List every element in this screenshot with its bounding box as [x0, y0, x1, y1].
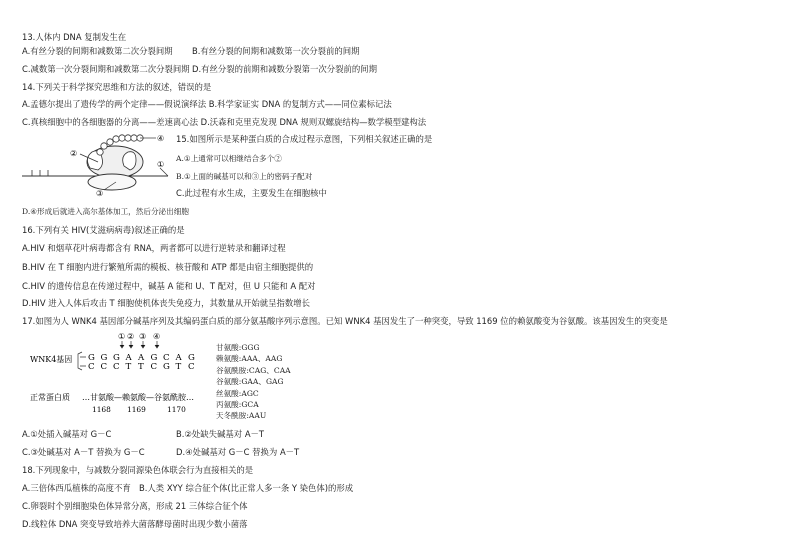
- q18-option-b: B.人类 XYY 综合征个体(比正常人多一条 Y 染色体)的形成: [139, 483, 354, 493]
- q16-option-a: A.HIV 和烟草花叶病毒都含有 RNA，两者都可以进行逆转录和翻译过程: [22, 243, 286, 253]
- q17-option-a: A.①处插入碱基对 G－C: [22, 429, 112, 439]
- q13-option-d: D.有丝分裂的前期和减数分裂第一次分裂前的间期: [192, 64, 377, 74]
- gene-label: WNK4基因: [30, 355, 73, 364]
- marker-3: ③: [139, 332, 147, 341]
- marker-1: ①: [118, 332, 126, 341]
- base-bottom_strand-5: T: [138, 362, 144, 372]
- ribosome-small-subunit: [88, 174, 136, 190]
- codon-row: 谷氨酸:GAA、GAG: [216, 377, 284, 387]
- protein-sequence: …甘氨酸—赖氨酸—谷氨酰胺…: [82, 393, 194, 402]
- q18-option-c: C.卵裂时个别细胞染色体异常分离，形成 21 三体综合征个体: [22, 501, 248, 511]
- q15-option-d: D.④形成后就进入高尔基体加工，然后分泌出细胞: [22, 207, 189, 216]
- codon-row: 丝氨酸:AGC: [216, 388, 259, 398]
- q18-stem: 18.下列现象中，与减数分裂同源染色体联会行为直接相关的是: [22, 465, 254, 475]
- codon-row: 谷氨酰胺:CAG、CAA: [216, 365, 291, 375]
- base-bottom_strand-7: G: [163, 362, 170, 372]
- base-bottom_strand-1: C: [88, 362, 95, 372]
- base-bottom_strand-4: T: [125, 362, 132, 372]
- base-top_strand-7: C: [163, 353, 170, 363]
- strand-lead-lines: [80, 357, 86, 366]
- q18-option-a: A.三倍体西瓜植株的高度不育: [22, 483, 131, 493]
- position-1169: 1169: [127, 405, 146, 414]
- figure-label-2: ②: [70, 149, 78, 158]
- q17-stem: 17.如图为人 WNK4 基因部分碱基序列及其编码蛋白质的部分氨基酸序列示意图。已知 WNK4 基因发生了一种突变，导致 1169 位的赖氨酸变为谷氨酸。该基因发生的突变是: [22, 316, 668, 326]
- base-top_strand-8: A: [175, 353, 182, 363]
- q14-stem: 14.下列关于科学探究思维和方法的叙述，错误的是: [22, 82, 212, 92]
- leader-line-1: [160, 168, 168, 176]
- q14-options-ab: A.孟德尔提出了遗传学的两个定律——假说演绎法 B.科学家证实 DNA 的复制方式——同位素标记法: [22, 99, 392, 109]
- codon-row: 赖氨酸:AAA、AAG: [216, 354, 283, 364]
- codon-table: [216, 342, 291, 422]
- base-top_strand-1: G: [88, 353, 95, 363]
- q16-option-d: D.HIV 进入人体后攻击 T 细胞使机体丧失免疫力，其数量从开始就呈指数增长: [22, 298, 310, 308]
- codon-row: 天冬酰胺:AAU: [216, 411, 267, 421]
- figure-label-4: ④: [157, 134, 165, 143]
- base-top_strand-9: G: [188, 353, 195, 363]
- q13-stem: 13.人体内 DNA 复制发生在: [22, 32, 127, 42]
- marker-arrows: [120, 341, 159, 348]
- base-top_strand-2: G: [100, 353, 108, 363]
- q15-option-b: B.①上面的碱基可以和③上的密码子配对: [176, 172, 313, 181]
- q17-option-b: B.②处缺失碱基对 A－T: [176, 429, 265, 439]
- marker-4: ④: [153, 332, 161, 341]
- base-bottom_strand-3: C: [113, 362, 120, 372]
- marker-2: ②: [127, 332, 135, 341]
- base-top_strand-5: A: [138, 353, 145, 363]
- q17-option-c: C.③处碱基对 A－T 替换为 G－C: [22, 447, 145, 457]
- q15-option-c: C.此过程有水生成，主要发生在细胞核中: [176, 188, 327, 198]
- protein-label: 正常蛋白质: [30, 393, 70, 402]
- mrna-tick-marks: [32, 170, 48, 176]
- position-1170: 1170: [167, 405, 186, 414]
- q13-option-c: C.减数第一次分裂间期和减数第二次分裂间期: [22, 64, 190, 74]
- base-top_strand-4: A: [125, 353, 132, 363]
- q14-options-cd: C.真核细胞中的各细胞器的分离——差速离心法 D.沃森和克里克发现 DNA 规则双螺旋结构—数学模型建构法: [22, 117, 427, 127]
- protein-synthesis-figure: [20, 132, 170, 198]
- codon-row: 甘氨酸:GGG: [216, 343, 260, 352]
- base-bottom_strand-9: C: [188, 362, 195, 372]
- q17-option-d: D.④处碱基对 G－C 替换为 A－T: [176, 447, 300, 457]
- q16-stem: 16.下列有关 HIV(艾滋病病毒)叙述正确的是: [22, 225, 185, 235]
- q18-option-d: D.线粒体 DNA 突变导致培养大菌落酵母菌时出现少数小菌落: [22, 519, 248, 529]
- q16-option-c: C.HIV 的遗传信息在传递过程中，碱基 A 能和 U、T 配对，但 U 只能和 A 配对: [22, 281, 316, 291]
- base-bottom_strand-2: C: [100, 362, 108, 372]
- base-top_strand-3: G: [113, 353, 120, 363]
- mutation-markers: [118, 332, 160, 341]
- q13-option-b: B.有丝分裂的间期和减数第一次分裂前的间期: [192, 46, 360, 56]
- dna-bottom-strand: [88, 362, 195, 372]
- q15-stem: 15.如图所示是某种蛋白质的合成过程示意图，下列相关叙述正确的是: [176, 134, 433, 144]
- q13-option-a: A.有丝分裂的间期和减数第二次分裂间期: [22, 46, 173, 56]
- base-bottom_strand-8: T: [175, 362, 182, 372]
- position-1168: 1168: [92, 405, 111, 414]
- q15-option-a: A.①上通常可以相继结合多个②: [176, 154, 282, 163]
- figure-label-1: ①: [157, 160, 165, 169]
- figure-label-3: ③: [96, 189, 104, 198]
- strand-bracket: [78, 352, 82, 370]
- q16-option-b: B.HIV 在 T 细胞内进行繁殖所需的模板、核苷酸和 ATP 都是由宿主细胞提供的: [22, 262, 314, 272]
- codon-row: 丙氨酸:GCA: [216, 400, 259, 410]
- base-bottom_strand-6: C: [150, 362, 158, 372]
- base-top_strand-6: G: [150, 353, 158, 363]
